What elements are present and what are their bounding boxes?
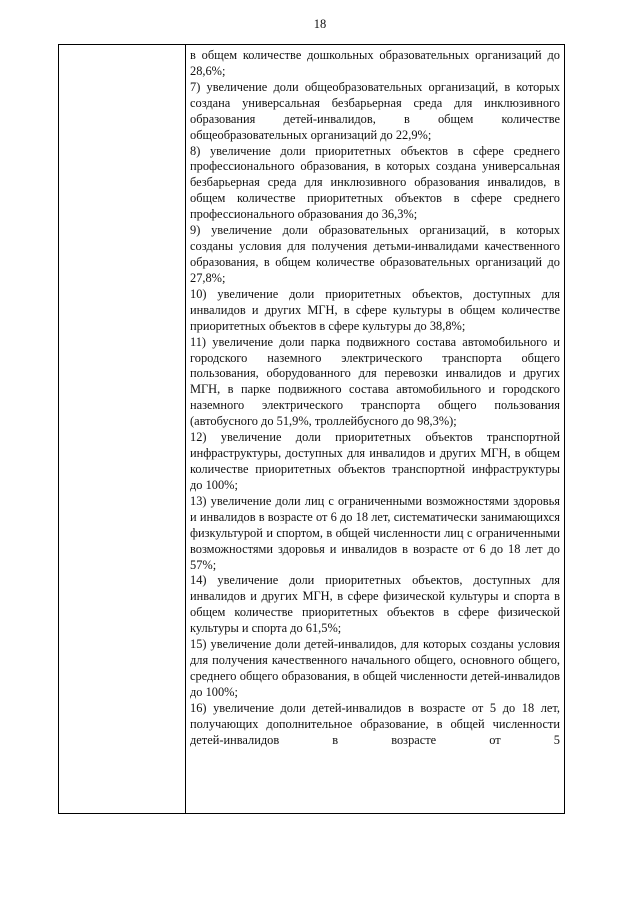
document-table [58,44,565,814]
paragraph-item-16: 16) увеличение доли детей-инвалидов в возрасте от 5 до 18 лет, получающих дополнительное образование, в общей численности детей-инвалидов в возрасте от 5 [190,700,560,747]
paragraph-item-11: 11) увеличение доли парка подвижного состава автомобильного и городского наземного электрического транспорта общего пользования, оборудованного для перевозки инвалидов и других МГН, в парке подвижного состава автомобильного и городского наземного электрического транспорта общего пользования (автобусного до 51,9%, троллейбусного до 98,3%); [190,334,560,429]
page-number: 18 [313,17,327,31]
table-right-cell [186,45,564,813]
paragraph-item-10: 10) увеличение доли приоритетных объектов, доступных для инвалидов и других МГН, в сфере культуры в общем количестве приоритетных объектов в сфере культуры до 38,8%; [190,286,560,333]
paragraph-item-7: 7) увеличение доли общеобразовательных организаций, в которых создана универсальная безбарьерная среда для инклюзивного образования детей-инвалидов, в общем количестве общеобразовательных организаций до 22,9%; [190,79,560,142]
paragraph-item-14: 14) увеличение доли приоритетных объектов, доступных для инвалидов и других МГН, в сфере физической культуры и спорта в общем количестве приоритетных объектов в сфере физической культуры и спорта до 61,5%; [190,573,560,636]
paragraph-item-9: 9) увеличение доли образовательных организаций, в которых созданы условия для получения детьми-инвалидами качественного образования, в общем количестве образовательных организаций до 27,8%; [190,223,560,285]
paragraph-item-12: 12) увеличение доли приоритетных объектов транспортной инфраструктуры, доступных для инвалидов и других МГН, в общем количестве приоритетных объектов транспортной инфраструктуры до 100%; [190,430,560,492]
paragraph-item-15: 15) увеличение доли детей-инвалидов, для которых созданы условия для получения качественного начального общего, основного общего, среднего общего образования, в общей численности детей-инвалидов до 100%; [190,637,560,699]
paragraph-continuation: в общем количестве дошкольных образовательных организаций до 28,6%; [190,48,560,78]
paragraph-item-8: 8) увеличение доли приоритетных объектов в сфере среднего профессионального образования, в которых создана универсальная безбарьерная среда для инклюзивного образования инвалидов, в общем количестве приоритетных объектов в сфере среднего профессионального образования до 36,3%; [190,143,560,222]
table-left-cell [59,45,186,813]
paragraph-item-13: 13) увеличение доли лиц с ограниченными возможностями здоровья и инвалидов в возрасте от 6 до 18 лет, систематически занимающихся физкультурой и спортом, в общей численности лиц с ограниченными возможностями здоровья и инвалидов в возрасте от 6 до 18 лет до 57%; [190,493,560,572]
